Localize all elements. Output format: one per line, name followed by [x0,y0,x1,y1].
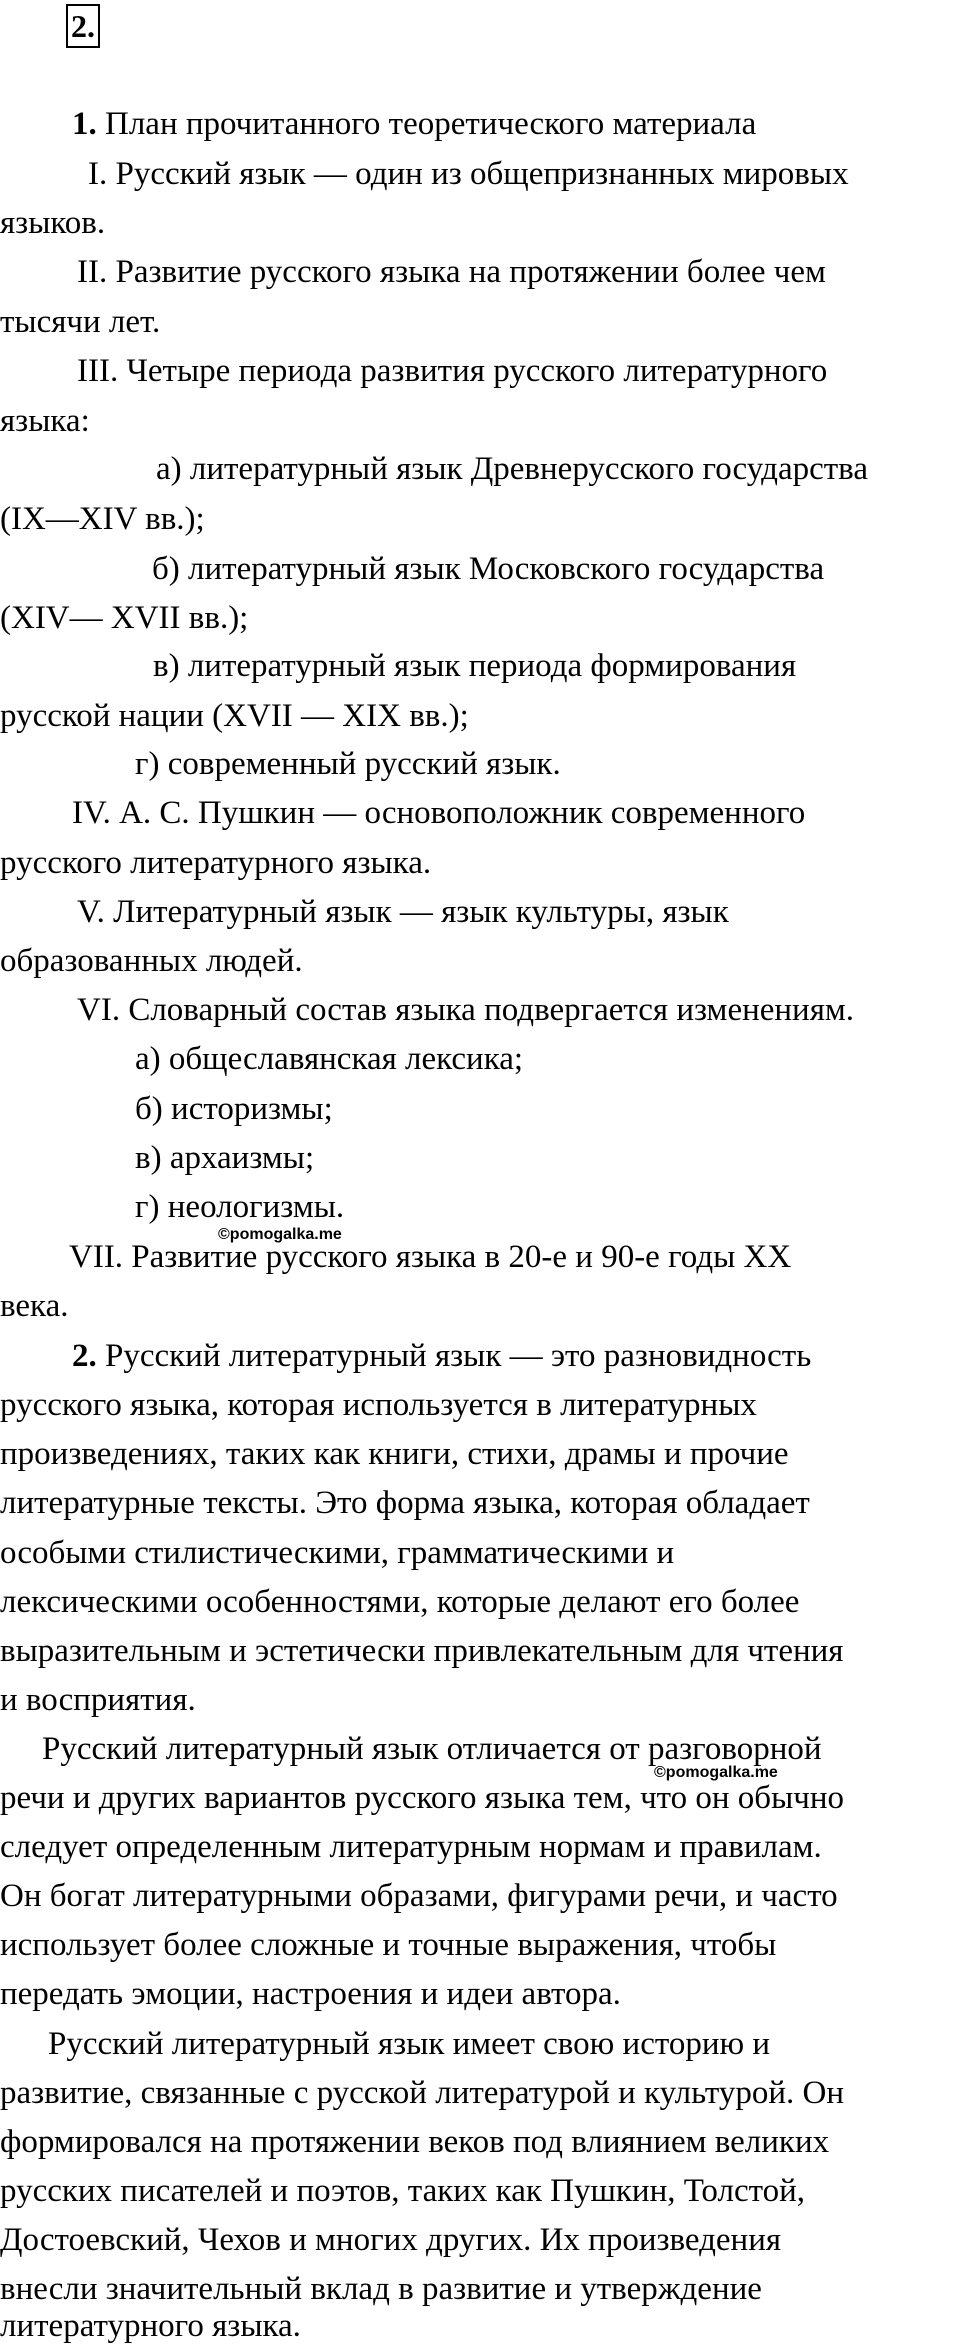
section2-line-19: Достоевский, Чехов и многих других. Их произведения [0,2222,782,2258]
watermark-2: ©pomogalka.me [654,1764,778,1781]
section1-line-7: языка: [0,403,90,439]
section2-line-21: литературного языка. [0,2308,301,2344]
section1-line-18: образованных людей. [0,943,303,979]
section2-line-18: русских писателей и поэтов, таких как Пушкин, Толстой, [0,2173,805,2209]
section2-line-17: формировался на протяжении веков под влиянием великих [0,2124,830,2160]
section1-line-21: б) историзмы; [135,1091,333,1127]
section1-line-3: языков. [0,205,106,241]
section1-line-2: I. Русский язык — один из общепризнанных мировых [88,156,849,192]
section1-line-25: века. [0,1288,69,1324]
section1-line-17: V. Литературный язык — язык культуры, язык [77,894,729,930]
section1-marker: 1. [72,106,97,142]
section2-line-1 [72,1332,811,1380]
section2-line-4: литературные тексты. Это форма языка, которая обладает [0,1485,810,1521]
section1-line-8: а) литературный язык Древнерусского государства [156,451,868,487]
section1-line-19: VI. Словарный состав языка подвергается изменениям. [77,992,855,1028]
section1-line-22: в) архаизмы; [135,1140,315,1176]
section2-line-6: лексическими особенностями, которые делают его более [0,1584,800,1620]
section2-line-5: особыми стилистическими, грамматическими и [0,1535,675,1571]
section1-line-11: (XIV— XVII вв.); [0,600,249,636]
section1-line-6: III. Четыре периода развития русского литературного [77,353,828,389]
section2-marker: 2. [72,1338,97,1374]
section2-line-13: использует более сложные и точные выражения, чтобы [0,1927,777,1963]
section2-line-8: и восприятия. [0,1682,196,1718]
section1-text: План прочитанного теоретического материала [96,106,757,142]
section2-line-12: Он богат литературными образами, фигурами речи, и часто [0,1878,838,1914]
section1-line-23: г) неологизмы. [135,1189,345,1225]
section1-line-14: г) современный русский язык. [135,746,561,782]
section2-line-10: речи и других вариантов русского языка тем, что он обычно [0,1780,845,1816]
section1-line-4: II. Развитие русского языка на протяжении более чем [77,254,826,290]
section2-line-3: произведениях, таких как книги, стихи, драмы и прочие [0,1436,789,1472]
section1-line-12: в) литературный язык периода формирования [153,648,797,684]
section2-line-15: Русский литературный язык имеет свою историю и [48,2026,771,2062]
section2-line-16: развитие, связанные с русской литературой и культурой. Он [0,2075,845,2111]
section1-line-24: VII. Развитие русского языка в 20-е и 90-е годы XX [69,1239,792,1275]
section2-line-11: следует определенным литературным нормам и правилам. [0,1829,822,1865]
section1-line-1 [72,100,756,148]
section1-line-13: русской нации (XVII — XIX вв.); [0,698,469,734]
section2-text: Русский литературный язык — это разновидность [96,1338,812,1374]
section1-line-16: русского литературного языка. [0,845,432,881]
section2-line-14: передать эмоции, настроения и идеи автора. [0,1976,621,2012]
section1-line-5: тысячи лет. [0,304,161,340]
section1-line-20: а) общеславянская лексика; [135,1041,524,1077]
section2-line-9: Русский литературный язык отличается от разговорной [42,1731,822,1767]
section2-line-20: внесли значительный вклад в развитие и утверждение [0,2271,762,2307]
task-number-box: 2. [66,4,100,48]
section1-line-10: б) литературный язык Московского государства [152,551,825,587]
section2-line-2: русского языка, которая используется в литературных [0,1387,757,1423]
section1-line-9: (IX—XIV вв.); [0,501,205,537]
section1-line-15: IV. А. С. Пушкин — основоположник современного [72,795,806,831]
section2-line-7: выразительным и эстетически привлекательным для чтения [0,1633,844,1669]
watermark-1: ©pomogalka.me [218,1226,342,1243]
